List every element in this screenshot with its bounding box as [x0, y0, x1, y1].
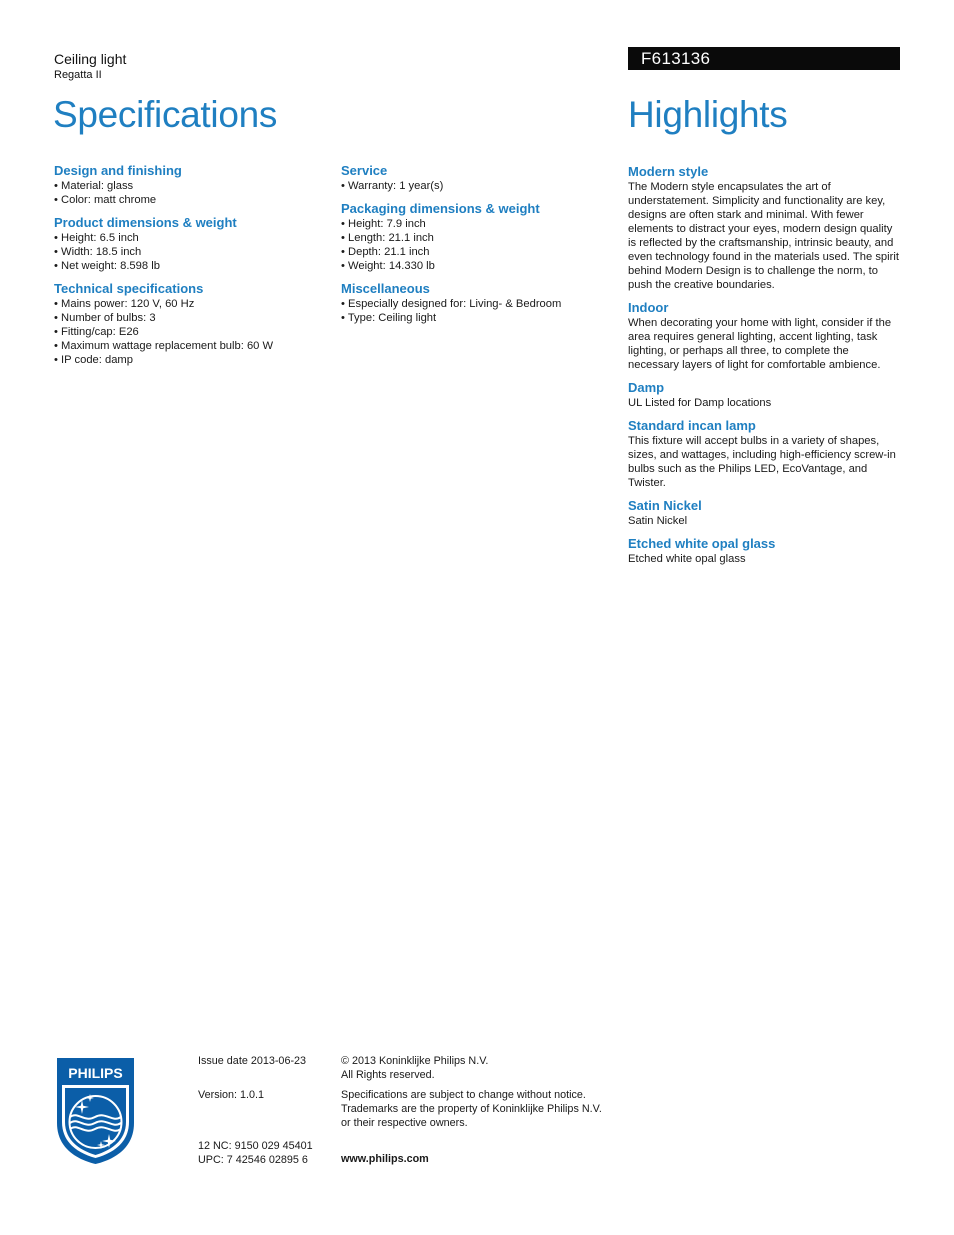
- highlight-heading: Modern style: [628, 164, 709, 179]
- highlight-etched-glass: [628, 536, 902, 566]
- spec-heading: Design and finishing: [54, 163, 182, 178]
- highlight-line: Etched white opal glass: [628, 553, 746, 565]
- notice-line: Specifications are subject to change without notice.: [341, 1089, 586, 1101]
- highlight-heading: Satin Nickel: [628, 498, 702, 513]
- highlight-line: even technology found in the materials used. The spirit: [628, 251, 899, 263]
- highlight-line: elements to distract your eyes, modern design quality: [628, 223, 893, 235]
- specifications-title: Specifications: [53, 94, 278, 135]
- highlight-line: This fixture will accept bulbs in a variety of shapes,: [628, 435, 880, 447]
- highlight-line: necessary layers of light for comfortable ambience.: [628, 359, 881, 371]
- highlight-heading: Standard incan lamp: [628, 418, 756, 433]
- version: Version: 1.0.1: [198, 1089, 265, 1101]
- highlight-line: sizes, and wattages, including high-efficiency screw-in: [628, 449, 896, 461]
- highlight-indoor: [628, 300, 902, 372]
- highlight-satin-nickel: [628, 498, 902, 528]
- spec-item: • Warranty: 1 year(s): [341, 180, 444, 192]
- spec-heading: Service: [341, 163, 388, 178]
- highlight-line: When decorating your home with light, consider if the: [628, 317, 892, 329]
- spec-item: • Depth: 21.1 inch: [341, 246, 430, 258]
- highlight-line: bulbs such as the Philips LED, EcoVantage, and: [628, 463, 868, 475]
- spec-heading: Miscellaneous: [341, 281, 430, 296]
- copyright: [341, 1054, 488, 1082]
- model-code-bar: [628, 47, 900, 70]
- highlight-line: UL Listed for Damp locations: [628, 397, 772, 409]
- highlight-heading: Indoor: [628, 300, 669, 315]
- product-codes: [198, 1139, 313, 1167]
- highlights-column: [628, 164, 902, 574]
- spec-item: • Width: 18.5 inch: [54, 246, 142, 258]
- highlights-title: Highlights: [628, 94, 788, 135]
- spec-heading: Technical specifications: [54, 281, 204, 296]
- highlight-damp: [628, 380, 902, 410]
- highlight-line: lighting, or perhaps all three, to complete the: [628, 345, 849, 357]
- spec-section-dimensions: [54, 215, 324, 273]
- spec-item: • Height: 6.5 inch: [54, 232, 139, 244]
- spec-item: • Number of bulbs: 3: [54, 312, 156, 324]
- notice-line: or their respective owners.: [341, 1117, 468, 1129]
- spec-section-service: [341, 163, 611, 193]
- rights-line: All Rights reserved.: [341, 1069, 435, 1081]
- spec-item: • IP code: damp: [54, 354, 133, 366]
- highlight-line: area requires general lighting, accent lighting, task: [628, 331, 878, 343]
- spec-section-design: [54, 163, 324, 207]
- highlight-standard-incan-lamp: [628, 418, 902, 490]
- highlight-line: Twister.: [628, 477, 666, 489]
- spec-item: • Height: 7.9 inch: [341, 218, 426, 230]
- spec-item: • Color: matt chrome: [54, 194, 157, 206]
- website-link[interactable]: www.philips.com: [341, 1153, 429, 1165]
- specs-column-2: [341, 163, 611, 333]
- highlight-line: Satin Nickel: [628, 515, 688, 527]
- model-code: F613136: [641, 49, 711, 68]
- highlight-heading: Etched white opal glass: [628, 536, 776, 551]
- highlight-modern-style: [628, 164, 902, 292]
- spec-item: • Mains power: 120 V, 60 Hz: [54, 298, 195, 310]
- spec-section-misc: [341, 281, 611, 325]
- product-name: Regatta II: [54, 69, 102, 81]
- spec-heading: Packaging dimensions & weight: [341, 201, 540, 216]
- highlight-line: designs are often stark and minimal. With fewer: [628, 209, 864, 221]
- logo-wordmark: PHILIPS: [68, 1065, 123, 1081]
- highlight-heading: Damp: [628, 380, 665, 395]
- spec-item: • Fitting/cap: E26: [54, 326, 139, 338]
- highlight-line: behind Modern Design is to challenge the norm, to: [628, 265, 879, 277]
- notice-line: Trademarks are the property of Koninklijke Philips N.V.: [341, 1103, 602, 1115]
- nc-code: 12 NC: 9150 029 45401: [198, 1140, 313, 1152]
- issue-date: Issue date 2013-06-23: [198, 1055, 307, 1067]
- spec-item: • Maximum wattage replacement bulb: 60 W: [54, 340, 274, 352]
- specs-column-1: [54, 163, 324, 375]
- spec-item: • Especially designed for: Living- & Bedroom: [341, 298, 562, 310]
- spec-item: • Material: glass: [54, 180, 134, 192]
- copyright-line: © 2013 Koninklijke Philips N.V.: [341, 1055, 489, 1067]
- spec-heading: Product dimensions & weight: [54, 215, 237, 230]
- spec-section-technical: [54, 281, 324, 367]
- product-type: Ceiling light: [54, 51, 127, 67]
- philips-shield-logo: [54, 1055, 137, 1167]
- spec-item: • Type: Ceiling light: [341, 312, 437, 324]
- legal-notice: [341, 1088, 602, 1130]
- highlight-line: understatement. Simplicity and functionality are key,: [628, 195, 886, 207]
- spec-item: • Net weight: 8.598 lb: [54, 260, 160, 272]
- spec-item: • Length: 21.1 inch: [341, 232, 434, 244]
- spec-section-packaging: [341, 201, 611, 273]
- highlight-line: The Modern style encapsulates the art of: [628, 181, 831, 193]
- highlight-line: is reflected by the craftsmanship, intrinsic beauty, and: [628, 237, 894, 249]
- highlight-line: push the creative boundaries.: [628, 279, 775, 291]
- upc-code: UPC: 7 42546 02895 6: [198, 1154, 308, 1166]
- spec-item: • Weight: 14.330 lb: [341, 260, 435, 272]
